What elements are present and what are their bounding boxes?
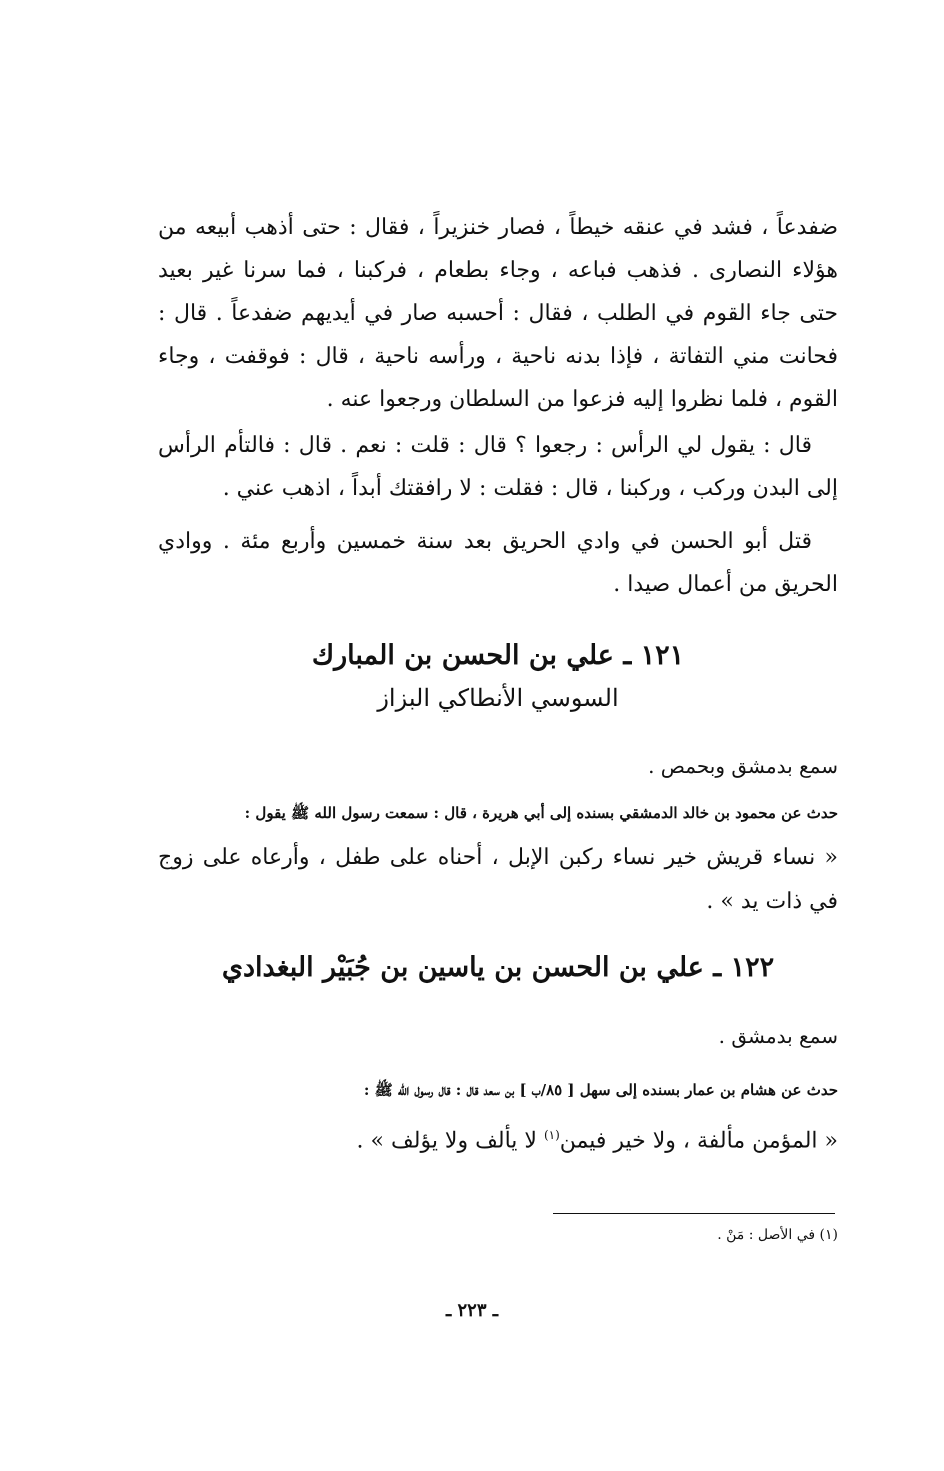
entry-121-heard: سمع بدمشق وبحمص . [648,754,838,778]
body-paragraph-3: قتل أبو الحسن في وادي الحريق بعد سنة خمسين وأربع مئة . ووادي الحريق من أعمال صيدا . [158,529,838,597]
entry-121-narration: حدث عن محمود بن خالد الدمشقي بسنده إلى أبي هريرة ، قال : سمعت رسول الله ﷺ يقول : [244,804,838,822]
entry-122-heard: سمع بدمشق . [718,1024,838,1048]
entry-121-subtitle: السوسي الأنطاكي البزاز [377,684,619,712]
body-paragraph-2: قال : يقول لي الرأس : رجعوا ؟ قال : قلت : نعم . قال : فالتأم الرأس إلى البدن وركب ، وركبنا ، قال : فقلت : لا رافقتك أبداً ، اذهب عني . [158,433,838,501]
body-paragraph-1: ضفدعاً ، فشد في عنقه خيطاً ، فصار خنزيراً ، فقال : حتى أذهب أبيعه من هؤلاء النصارى . فذهب فباعه ، وجاء بطعام ، فركبنا ، فما سرنا غير بعيد حتى جاء القوم في الطلب ، فقال : أحسبه صار في أيديهم ضفدعاً . قال : فحانت مني التفاتة ، فإذا بدنه ناحية ، ورأسه ناحية ، قال : فوقفت ، وجاء القوم ، فلما نظروا إليه فزعوا من السلطان ورجعوا عنه . [158,215,839,412]
entry-121-hadith: « نساء قريش خير نساء ركبن الإبل ، أحناه على طفل ، وأرعاه على زوج في ذات يد » . [158,845,838,914]
entry-121-title: ١٢١ ـ علي بن الحسن بن المبارك [311,640,685,671]
entry-122-hadith-start: « المؤمن مألفة ، ولا خير فيمن [559,1128,838,1154]
entry-122-narration: حدث عن هشام بن عمار بسنده إلى سهل [ ٨٥/ب ] بن سعد قال : قال رسول الله ﷺ : [363,1081,838,1099]
entry-122-hadith [158,1114,838,1162]
page-number: ـ ٢٢٣ ـ [445,1300,499,1321]
entry-122-title: ١٢٢ ـ علي بن الحسن بن ياسين بن جُبَيْر البغدادي [221,952,775,983]
footnote-reference[interactable]: (١) [543,1128,560,1142]
entry-122-hadith-end: لا يألف ولا يؤلف » . [356,1128,544,1154]
footnote-divider [553,1213,835,1214]
footnote: (١) في الأصل : مَنْ . [717,1227,838,1243]
